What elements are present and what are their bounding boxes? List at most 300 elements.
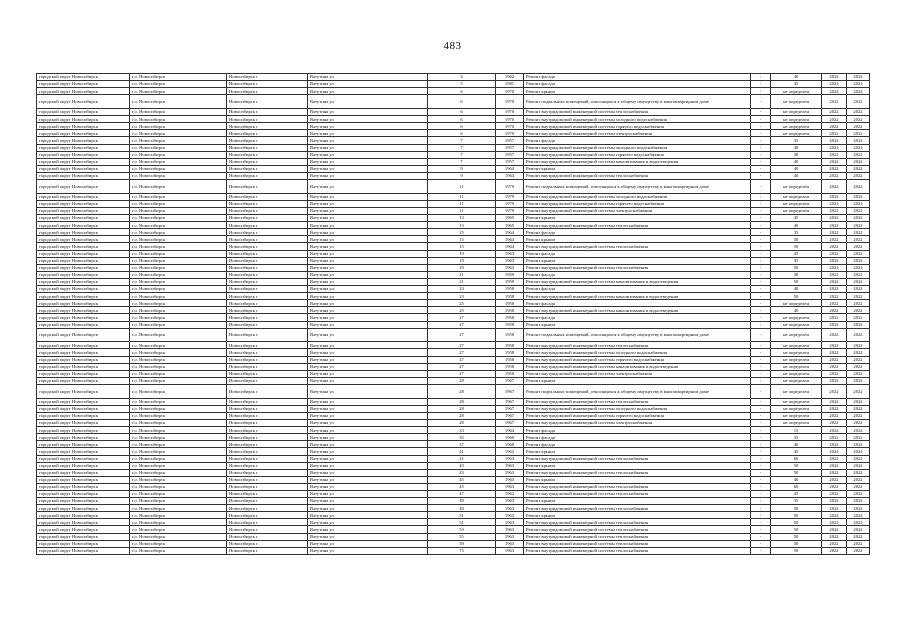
work-type-cell: Ремонт фасада [524,81,751,88]
start-year-cell: 2022 [822,229,847,236]
build-year-cell: 1970 [496,88,524,95]
end-year-cell: 2022 [847,222,870,229]
flag-cell: - [751,95,771,109]
city-cell: Новосибирск г [227,271,308,278]
municipality-cell: городской округ Новосибирск [37,222,130,229]
work-type-cell: Ремонт фасада [524,286,751,293]
city-cell: Новосибирск г [227,540,308,547]
start-year-cell: 2022 [822,137,847,144]
table-row [37,328,870,342]
build-year-cell: 1963 [496,264,524,271]
street-cell: Ватутина ул [308,123,428,130]
city-cell: Новосибирск г [227,88,308,95]
house-number-cell: 47 [428,490,496,497]
municipal-unit-cell: г.о. Новосибирск [130,264,227,271]
build-year-cell: 1962 [496,74,524,81]
flag-cell: - [751,526,771,533]
municipality-cell: городской округ Новосибирск [37,193,130,200]
street-cell: Ватутина ул [308,427,428,434]
table-row [37,151,870,158]
flag-cell: - [751,384,771,398]
city-cell: Новосибирск г [227,243,308,250]
street-cell: Ватутина ул [308,271,428,278]
flag-cell: - [751,469,771,476]
municipality-cell: городской округ Новосибирск [37,81,130,88]
cost-cell: 50 [771,264,822,271]
work-type-cell: Ремонт фасада [524,271,751,278]
city-cell: Новосибирск г [227,137,308,144]
municipality-cell: городской округ Новосибирск [37,462,130,469]
cost-cell: не определен [771,377,822,384]
cost-cell: не определен [771,412,822,419]
flag-cell: - [751,370,771,377]
street-cell: Ватутина ул [308,250,428,257]
house-number-cell: 37 [428,441,496,448]
street-cell: Ватутина ул [308,236,428,243]
street-cell: Ватутина ул [308,300,428,307]
work-type-cell: Ремонт крыши [524,257,751,264]
municipality-cell: городской округ Новосибирск [37,547,130,554]
house-number-cell: 13 [428,215,496,222]
house-number-cell: 27 [428,321,496,328]
city-cell: Новосибирск г [227,130,308,137]
table-row [37,384,870,398]
municipality-cell: городской округ Новосибирск [37,271,130,278]
municipal-unit-cell: г.о. Новосибирск [130,512,227,519]
build-year-cell: 1958 [496,328,524,342]
city-cell: Новосибирск г [227,123,308,130]
build-year-cell: 1963 [496,547,524,554]
municipal-unit-cell: г.о. Новосибирск [130,377,227,384]
end-year-cell: 2022 [847,498,870,505]
flag-cell: - [751,434,771,441]
start-year-cell: 2022 [822,151,847,158]
city-cell: Новосибирск г [227,300,308,307]
municipality-cell: городской округ Новосибирск [37,200,130,207]
work-type-cell: Ремонт внутридомовой инженерной системы горячего водоснабжения [524,151,751,158]
build-year-cell: 1957 [496,158,524,165]
house-number-cell: 19 [428,264,496,271]
start-year-cell: 2022 [822,257,847,264]
cost-cell: не определен [771,349,822,356]
city-cell: Новосибирск г [227,307,308,314]
cost-cell: 50 [771,236,822,243]
municipal-unit-cell: г.о. Новосибирск [130,116,227,123]
city-cell: Новосибирск г [227,455,308,462]
city-cell: Новосибирск г [227,490,308,497]
cost-cell: не определен [771,328,822,342]
city-cell: Новосибирск г [227,158,308,165]
municipal-unit-cell: г.о. Новосибирск [130,95,227,109]
municipal-unit-cell: г.о. Новосибирск [130,300,227,307]
cost-cell: 45 [771,215,822,222]
table-row [37,165,870,172]
work-type-cell: Ремонт внутридомовой инженерной системы канализования и водоотведения [524,363,751,370]
cost-cell: 40 [771,165,822,172]
municipal-unit-cell: г.о. Новосибирск [130,88,227,95]
house-number-cell: 11 [428,200,496,207]
city-cell: Новосибирск г [227,257,308,264]
flag-cell: - [751,483,771,490]
table-row [37,200,870,207]
table-row [37,278,870,285]
build-year-cell: 1979 [496,200,524,207]
municipality-cell: городской округ Новосибирск [37,95,130,109]
build-year-cell: 1967 [496,377,524,384]
table-row [37,81,870,88]
work-type-cell: Ремонт внутридомовой инженерной системы холодного водоснабжения [524,116,751,123]
build-year-cell: 1964 [496,427,524,434]
municipality-cell: городской округ Новосибирск [37,257,130,264]
municipality-cell: городской округ Новосибирск [37,300,130,307]
flag-cell: - [751,243,771,250]
table-row [37,88,870,95]
flag-cell: - [751,412,771,419]
table-row [37,370,870,377]
end-year-cell: 2022 [847,300,870,307]
start-year-cell: 2022 [822,208,847,215]
flag-cell: - [751,123,771,130]
street-cell: Ватутина ул [308,95,428,109]
house-number-cell: 5 [428,81,496,88]
end-year-cell: 2022 [847,547,870,554]
work-type-cell: Ремонт крыши [524,321,751,328]
work-type-cell: Ремонт подвальных помещений, относящихся к общему имуществу в многоквартирном доме [524,95,751,109]
city-cell: Новосибирск г [227,208,308,215]
municipality-cell: городской округ Новосибирск [37,363,130,370]
flag-cell: - [751,441,771,448]
page-number: 483 [443,40,462,52]
city-cell: Новосибирск г [227,441,308,448]
build-year-cell: 1964 [496,165,524,172]
work-type-cell: Ремонт фасада [524,427,751,434]
municipality-cell: городской округ Новосибирск [37,540,130,547]
table-row [37,229,870,236]
flag-cell: - [751,286,771,293]
municipal-unit-cell: г.о. Новосибирск [130,229,227,236]
flag-cell: - [751,328,771,342]
street-cell: Ватутина ул [308,526,428,533]
end-year-cell: 2022 [847,130,870,137]
work-type-cell: Ремонт фасада [524,74,751,81]
city-cell: Новосибирск г [227,427,308,434]
cost-cell: 45 [771,490,822,497]
house-number-cell: 11 [428,208,496,215]
municipal-unit-cell: г.о. Новосибирск [130,462,227,469]
street-cell: Ватутина ул [308,151,428,158]
street-cell: Ватутина ул [308,109,428,116]
end-year-cell: 2022 [847,526,870,533]
start-year-cell: 2022 [822,293,847,300]
municipal-unit-cell: г.о. Новосибирск [130,81,227,88]
start-year-cell: 2022 [822,469,847,476]
city-cell: Новосибирск г [227,526,308,533]
cost-cell: 40 [771,307,822,314]
build-year-cell: 1963 [496,512,524,519]
cost-cell: 45 [771,81,822,88]
table-row [37,356,870,363]
street-cell: Ватутина ул [308,448,428,455]
city-cell: Новосибирск г [227,398,308,405]
work-type-cell: Ремонт фасада [524,250,751,257]
city-cell: Новосибирск г [227,498,308,505]
start-year-cell: 2022 [822,95,847,109]
cost-cell: 30 [771,151,822,158]
work-type-cell: Ремонт подвальных помещений, относящихся к общему имуществу в многоквартирном доме [524,180,751,194]
house-number-cell: 49 [428,498,496,505]
build-year-cell: 1970 [496,116,524,123]
cost-cell: 35 [771,498,822,505]
municipality-cell: городской округ Новосибирск [37,448,130,455]
house-number-cell: 6 [428,95,496,109]
table-body [37,74,870,555]
municipal-unit-cell: г.о. Новосибирск [130,123,227,130]
street-cell: Ватутина ул [308,243,428,250]
work-type-cell: Ремонт внутридомовой инженерной системы канализования и водоотведения [524,278,751,285]
city-cell: Новосибирск г [227,547,308,554]
flag-cell: - [751,519,771,526]
build-year-cell: 1958 [496,314,524,321]
build-year-cell: 1957 [496,151,524,158]
table-row [37,434,870,441]
start-year-cell: 2022 [822,321,847,328]
house-number-cell: 25 [428,300,496,307]
cost-cell: не определен [771,300,822,307]
build-year-cell: 1963 [496,498,524,505]
table-row [37,250,870,257]
house-number-cell: 6 [428,123,496,130]
city-cell: Новосибирск г [227,512,308,519]
flag-cell: - [751,172,771,179]
cost-cell: 50 [771,505,822,512]
start-year-cell: 2022 [822,130,847,137]
city-cell: Новосибирск г [227,412,308,419]
table-row [37,307,870,314]
build-year-cell: 1963 [496,505,524,512]
house-number-cell: 28 [428,405,496,412]
work-type-cell: Ремонт фасада [524,434,751,441]
work-type-cell: Ремонт крыши [524,215,751,222]
municipal-unit-cell: г.о. Новосибирск [130,342,227,349]
house-number-cell: 45 [428,476,496,483]
house-number-cell: 27 [428,363,496,370]
flag-cell: - [751,490,771,497]
cost-cell: не определен [771,420,822,427]
street-cell: Ватутина ул [308,490,428,497]
start-year-cell: 2022 [822,144,847,151]
municipality-cell: городской округ Новосибирск [37,405,130,412]
municipal-unit-cell: г.о. Новосибирск [130,293,227,300]
municipal-unit-cell: г.о. Новосибирск [130,208,227,215]
street-cell: Ватутина ул [308,200,428,207]
start-year-cell: 2022 [822,434,847,441]
table-row [37,363,870,370]
start-year-cell: 2022 [822,377,847,384]
build-year-cell: 1958 [496,293,524,300]
flag-cell: - [751,109,771,116]
city-cell: Новосибирск г [227,293,308,300]
house-number-cell: 33 [428,427,496,434]
street-cell: Ватутина ул [308,137,428,144]
end-year-cell: 2022 [847,81,870,88]
municipal-unit-cell: г.о. Новосибирск [130,165,227,172]
end-year-cell: 2022 [847,533,870,540]
municipality-cell: городской округ Новосибирск [37,74,130,81]
house-number-cell: 11 [428,180,496,194]
municipality-cell: городской округ Новосибирск [37,356,130,363]
build-year-cell: 1958 [496,307,524,314]
work-type-cell: Ремонт внутридомовой инженерной системы горячего водоснабжения [524,123,751,130]
house-number-cell: 15 [428,236,496,243]
cost-cell: 40 [771,476,822,483]
cost-cell: не определен [771,405,822,412]
end-year-cell: 2022 [847,455,870,462]
municipal-unit-cell: г.о. Новосибирск [130,144,227,151]
street-cell: Ватутина ул [308,384,428,398]
municipal-unit-cell: г.о. Новосибирск [130,250,227,257]
street-cell: Ватутина ул [308,377,428,384]
start-year-cell: 2022 [822,193,847,200]
municipality-cell: городской округ Новосибирск [37,469,130,476]
start-year-cell: 2022 [822,278,847,285]
build-year-cell: 1963 [496,540,524,547]
flag-cell: - [751,342,771,349]
work-type-cell: Ремонт внутридомовой инженерной системы теплоснабжения [524,483,751,490]
municipality-cell: городской округ Новосибирск [37,519,130,526]
work-type-cell: Ремонт крыши [524,512,751,519]
end-year-cell: 2022 [847,483,870,490]
build-year-cell: 1967 [496,412,524,419]
end-year-cell: 2022 [847,342,870,349]
house-number-cell: 28 [428,398,496,405]
municipality-cell: городской округ Новосибирск [37,123,130,130]
end-year-cell: 2022 [847,356,870,363]
work-type-cell: Ремонт внутридомовой инженерной системы электроснабжения [524,370,751,377]
end-year-cell: 2022 [847,165,870,172]
municipality-cell: городской округ Новосибирск [37,236,130,243]
build-year-cell: 1963 [496,519,524,526]
start-year-cell: 2022 [822,215,847,222]
flag-cell: - [751,455,771,462]
city-cell: Новосибирск г [227,165,308,172]
municipality-cell: городской округ Новосибирск [37,498,130,505]
work-type-cell: Ремонт крыши [524,377,751,384]
table-row [37,172,870,179]
table-row [37,222,870,229]
table-row [37,490,870,497]
end-year-cell: 2022 [847,328,870,342]
street-cell: Ватутина ул [308,172,428,179]
start-year-cell: 2022 [822,448,847,455]
flag-cell: - [751,222,771,229]
municipality-cell: городской округ Новосибирск [37,476,130,483]
street-cell: Ватутина ул [308,278,428,285]
house-number-cell: 9 [428,165,496,172]
flag-cell: - [751,257,771,264]
cost-cell: 50 [771,462,822,469]
street-cell: Ватутина ул [308,81,428,88]
table-row [37,498,870,505]
build-year-cell: 1967 [496,405,524,412]
end-year-cell: 2022 [847,434,870,441]
street-cell: Ватутина ул [308,349,428,356]
house-number-cell: 23 [428,293,496,300]
flag-cell: - [751,427,771,434]
street-cell: Ватутина ул [308,455,428,462]
end-year-cell: 2022 [847,278,870,285]
work-type-cell: Ремонт крыши [524,236,751,243]
municipality-cell: городской округ Новосибирск [37,243,130,250]
city-cell: Новосибирск г [227,264,308,271]
street-cell: Ватутина ул [308,215,428,222]
cost-cell: 50 [771,243,822,250]
work-type-cell: Ремонт внутридомовой инженерной системы теплоснабжения [524,490,751,497]
house-number-cell: 25 [428,307,496,314]
start-year-cell: 2022 [822,222,847,229]
house-number-cell: 27 [428,314,496,321]
street-cell: Ватутина ул [308,314,428,321]
municipal-unit-cell: г.о. Новосибирск [130,420,227,427]
start-year-cell: 2022 [822,286,847,293]
house-number-cell: 41 [428,448,496,455]
end-year-cell: 2022 [847,476,870,483]
work-type-cell: Ремонт крыши [524,165,751,172]
cost-cell: 45 [771,257,822,264]
build-year-cell: 1964 [496,229,524,236]
flag-cell: - [751,236,771,243]
flag-cell: - [751,314,771,321]
house-number-cell: 6 [428,116,496,123]
street-cell: Ватутина ул [308,130,428,137]
work-type-cell: Ремонт фасада [524,300,751,307]
street-cell: Ватутина ул [308,342,428,349]
table-row [37,526,870,533]
end-year-cell: 2022 [847,469,870,476]
start-year-cell: 2022 [822,307,847,314]
table-row [37,533,870,540]
municipality-cell: городской округ Новосибирск [37,158,130,165]
table-row [37,314,870,321]
table-row [37,123,870,130]
start-year-cell: 2022 [822,498,847,505]
municipal-unit-cell: г.о. Новосибирск [130,158,227,165]
municipal-unit-cell: г.о. Новосибирск [130,441,227,448]
flag-cell: - [751,349,771,356]
work-type-cell: Ремонт внутридомовой инженерной системы электроснабжения [524,420,751,427]
city-cell: Новосибирск г [227,222,308,229]
street-cell: Ватутина ул [308,208,428,215]
build-year-cell: 1965 [496,222,524,229]
city-cell: Новосибирск г [227,193,308,200]
flag-cell: - [751,158,771,165]
flag-cell: - [751,533,771,540]
city-cell: Новосибирск г [227,405,308,412]
flag-cell: - [751,180,771,194]
start-year-cell: 2022 [822,314,847,321]
street-cell: Ватутина ул [308,483,428,490]
table-row [37,441,870,448]
municipality-cell: городской округ Новосибирск [37,420,130,427]
cost-cell: 40 [771,158,822,165]
build-year-cell: 1967 [496,398,524,405]
municipal-unit-cell: г.о. Новосибирск [130,328,227,342]
start-year-cell: 2022 [822,250,847,257]
street-cell: Ватутина ул [308,398,428,405]
build-year-cell: 1979 [496,193,524,200]
flag-cell: - [751,130,771,137]
cost-cell: 50 [771,293,822,300]
build-year-cell: 1981 [496,81,524,88]
